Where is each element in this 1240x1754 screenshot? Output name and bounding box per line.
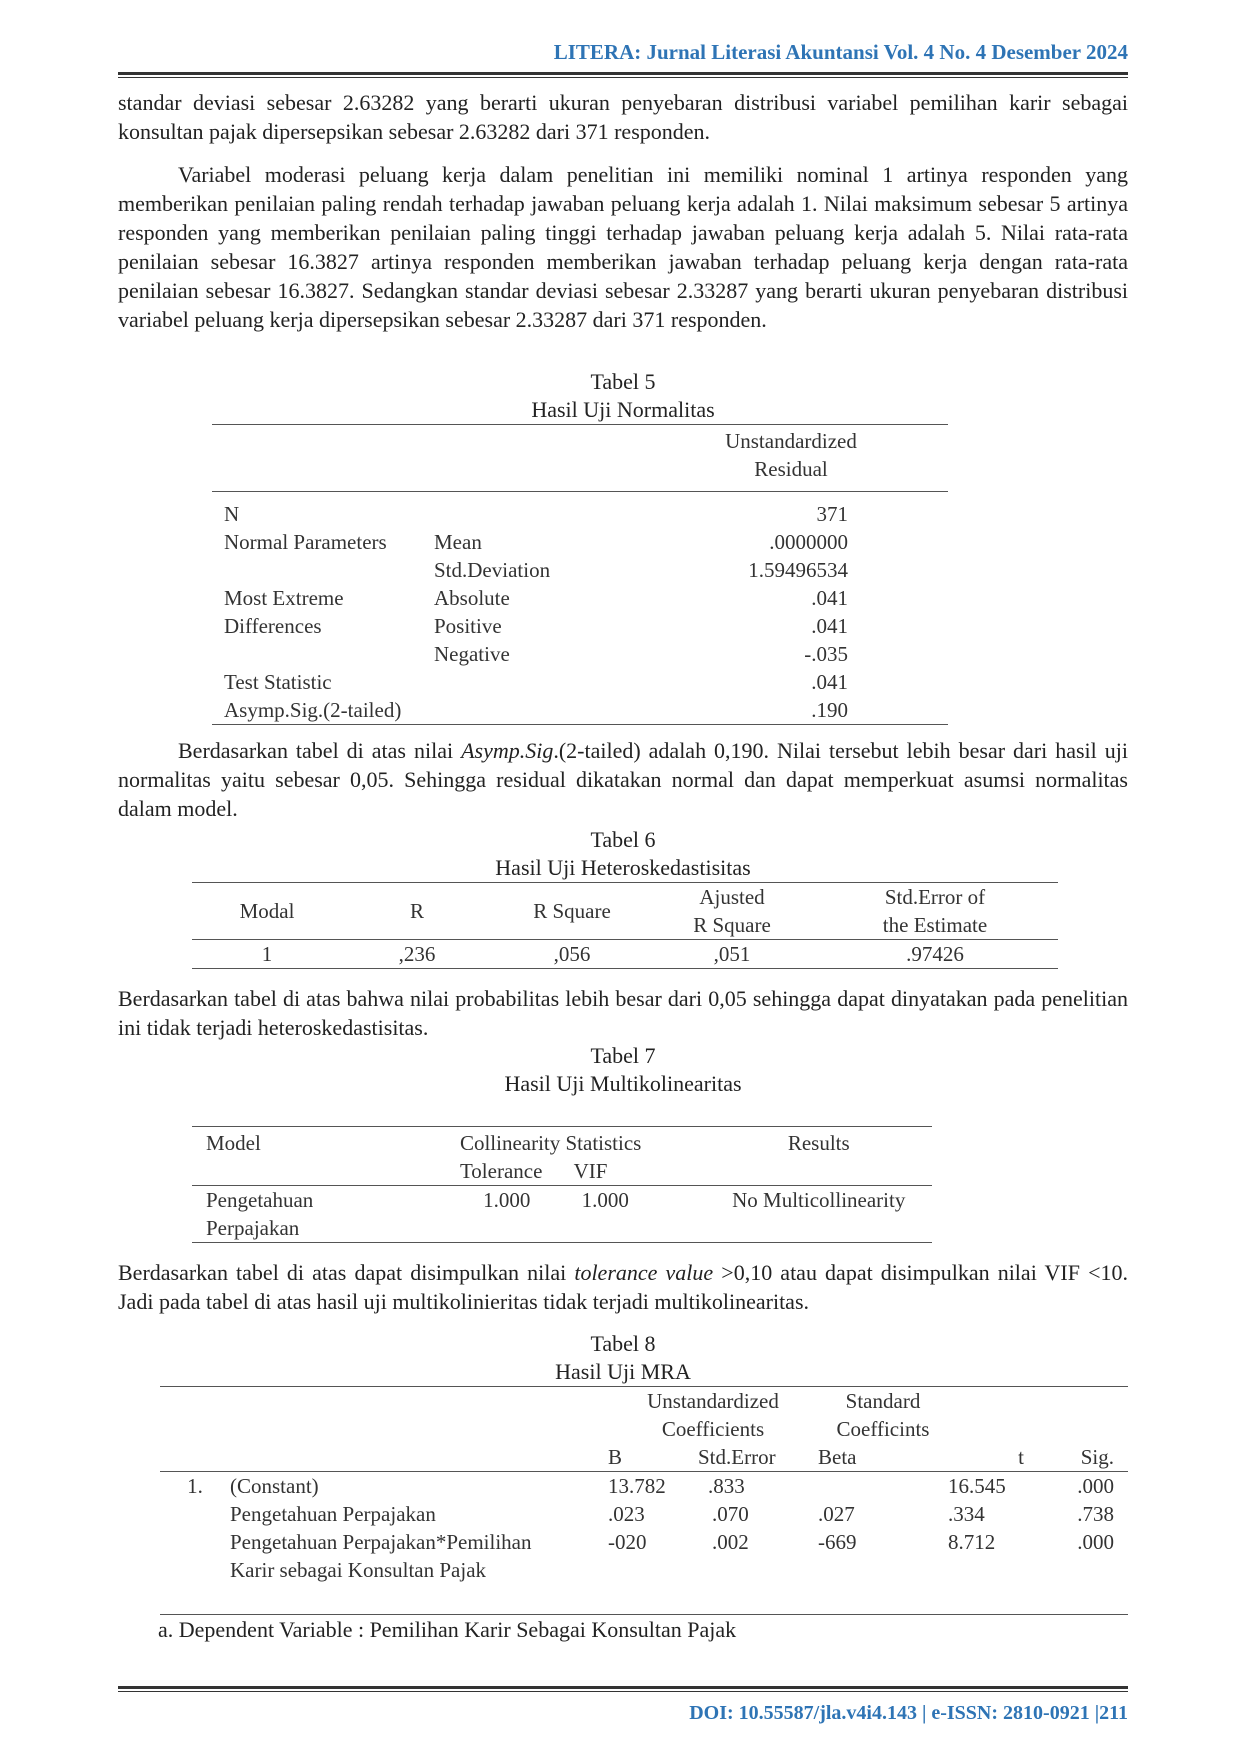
table8-row-sig: .000 — [1077, 1474, 1114, 1498]
table6-header-modal: Modal — [239, 899, 295, 923]
table8-row-sig: .738 — [1077, 1502, 1114, 1526]
table8-row-se: .833 — [708, 1474, 745, 1498]
table5-row-value: .041 — [811, 614, 848, 638]
table7-header-collinearity: Collinearity Statistics — [459, 1131, 642, 1155]
table8-row-se: .002 — [712, 1530, 749, 1554]
table5-row-value: .041 — [811, 586, 848, 610]
table5-row-label: Most Extreme — [224, 586, 344, 610]
table8-footnote: a. Dependent Variable : Pemilihan Karir Sebagai Konsultan Pajak — [158, 1617, 737, 1642]
paragraph-2: Variabel moderasi peluang kerja dalam penelitian ini memiliki nominal 1 artinya responden yang memberikan penilaian paling rendah terhadap jawaban peluang kerja adalah 1. Nilai maksimum sebesar 5 artinya responden yang memberikan penilaian paling tinggi terhadap jawaban peluang kerja adalah 5. Nilai rata-rata penilaian sebesar 16.3827 artinya responden memberikan jawaban terhadap peluang kerja dengan rata-rata penilaian sebesar 16.3827. Sedangkan standar deviasi sebesar 2.33287 yang berarti ukuran penyebaran distribusi variabel peluang kerja dipersepsikan sebesar 2.33287 dari 371 responden. — [118, 162, 1128, 332]
table8-header-unstandardized: Unstandardized — [647, 1389, 779, 1413]
table6-header-stderror-2: the Estimate — [882, 913, 988, 937]
table8-row-t: 8.712 — [948, 1530, 996, 1554]
table6-cell-stderror: .97426 — [906, 942, 964, 966]
header-rule — [118, 72, 1128, 75]
table8-row-sig: .000 — [1077, 1530, 1114, 1554]
table5-row-sub: Absolute — [434, 586, 510, 610]
table8-row-no — [160, 1500, 230, 1528]
table5-label: Tabel 5 — [590, 369, 656, 394]
table8-row-b: 13.782 — [608, 1474, 666, 1498]
table5-row-sub — [434, 668, 634, 696]
table8-row-sig — [1048, 1556, 1128, 1584]
table6-header-rsquare: R Square — [533, 899, 611, 923]
paragraph-3: Berdasarkan tabel di atas nilai Asymp.Sig.(2-tailed) adalah 0,190. Nilai tersebut lebih besar dari hasil uji normalitas yaitu sebesar 0,05. Sehingga residual dikatakan normal dan dapat memperkuat asumsi normalitas dalam model. — [118, 738, 1128, 821]
table7-header-tolerance: Tolerance — [459, 1159, 543, 1183]
table6-cell-r: ,236 — [398, 942, 436, 966]
table5-header2: Residual — [754, 457, 828, 481]
table5-row-label: Asymp.Sig.(2-tailed) — [224, 698, 402, 722]
table5-row-sub — [434, 696, 634, 725]
table7-cell-tolerance: 1.000 — [483, 1188, 531, 1212]
table8-row-beta — [818, 1556, 948, 1584]
table6-cell-adjusted: ,051 — [713, 942, 751, 966]
table6-header-adjusted: Ajusted — [699, 885, 765, 909]
table5-row-value: -.035 — [804, 642, 848, 666]
table6-cell-rsquare: ,056 — [553, 942, 591, 966]
table8-row-b: .023 — [608, 1502, 645, 1526]
table8-row-se — [698, 1556, 818, 1584]
table8-row-name: Pengetahuan Perpajakan*Pemilihan — [230, 1530, 532, 1554]
footer-rule-thin — [118, 1691, 1128, 1692]
table7-cell-model-2: Perpajakan — [206, 1216, 300, 1240]
table7-header-results: Results — [787, 1131, 850, 1155]
table8-row-t: 16.545 — [948, 1474, 1006, 1498]
paragraph-5: Berdasarkan tabel di atas dapat disimpulkan nilai tolerance value >0,10 atau dapat disimpulkan nilai VIF <10. Jadi pada tabel di atas hasil uji multikolinieritas tidak terjadi multikolinearitas. — [118, 1260, 1128, 1314]
table5-row-value: 1.59496534 — [748, 558, 848, 582]
table7-header-vif: VIF — [573, 1159, 608, 1183]
table8-row-name: (Constant) — [230, 1474, 319, 1498]
table8-row-no — [160, 1528, 230, 1556]
table7-cell-vif: 1.000 — [581, 1188, 629, 1212]
table5-row-label — [212, 556, 434, 584]
paragraph-4: Berdasarkan tabel di atas bahwa nilai probabilitas lebih besar dari 0,05 sehingga dapat dinyatakan pada penelitian ini tidak terjadi heteroskedastisitas. — [118, 986, 1128, 1040]
table6-header-adjusted-2: R Square — [693, 913, 771, 937]
table8-header-coefficients: Coefficients — [661, 1417, 765, 1441]
paragraph-1: standar deviasi sebesar 2.63282 yang berarti ukuran penyebaran distribusi variabel pemilihan karir sebagai konsultan pajak dipersepsikan sebesar 2.63282 dari 371 responden. — [118, 90, 1128, 144]
table7-header-model: Model — [206, 1131, 261, 1155]
table8-row-beta: .027 — [818, 1502, 855, 1526]
journal-header: LITERA: Jurnal Literasi Akuntansi Vol. 4 No. 4 Desember 2024 — [553, 40, 1128, 64]
table6-label: Tabel 6 — [590, 827, 656, 852]
table5-row-value: .190 — [811, 698, 848, 722]
table8-row-name: Karir sebagai Konsultan Pajak — [230, 1558, 487, 1582]
table5-row-value: 371 — [816, 502, 848, 526]
table8-header-t: t — [1018, 1445, 1024, 1469]
table5-row-sub: Negative — [434, 642, 510, 666]
table6-header-r: R — [409, 899, 424, 923]
table5-header1: Unstandardized — [725, 429, 857, 453]
footer-rule — [118, 1686, 1128, 1689]
table8-row-no — [160, 1556, 230, 1584]
table5-row-label: Differences — [224, 614, 322, 638]
table6-heteroskedasticity — [192, 882, 1058, 969]
table5-row-sub — [434, 492, 634, 529]
table5-row-sub: Mean — [434, 530, 482, 554]
table5-row-value: .041 — [811, 670, 848, 694]
table8-header-stderror: Std.Error — [698, 1445, 776, 1469]
table6-header-stderror: Std.Error of — [884, 885, 986, 909]
table7-multicollinearity — [192, 1126, 932, 1243]
table8-row-no: 1. — [187, 1474, 203, 1498]
table8-row-se: .070 — [712, 1502, 749, 1526]
table8-label: Tabel 8 — [590, 1331, 656, 1356]
table8-row-beta — [818, 1472, 948, 1501]
table8-row-b: -020 — [608, 1530, 647, 1554]
table5-title: Hasil Uji Normalitas — [531, 397, 715, 422]
table6-title: Hasil Uji Heteroskedastisitas — [495, 855, 751, 880]
table6-cell-modal: 1 — [261, 942, 273, 966]
table8-title: Hasil Uji MRA — [555, 1359, 691, 1384]
table8-header-b: B — [608, 1445, 623, 1469]
table8-header-beta: Beta — [818, 1445, 857, 1469]
header-rule-thin — [118, 77, 1128, 78]
footer-doi: DOI: 10.55587/jla.v4i4.143 | e-ISSN: 2810-0921 |211 — [689, 1702, 1128, 1724]
table5-row-value: .0000000 — [769, 530, 848, 554]
table5-row-sub: Positive — [434, 614, 502, 638]
table8-row-name: Pengetahuan Perpajakan — [230, 1502, 436, 1526]
table5-row-sub: Std.Deviation — [434, 558, 551, 582]
table8-header-coefficients-std: Coefficints — [836, 1417, 930, 1441]
table5-row-label: N — [224, 502, 240, 526]
table8-mra — [160, 1386, 1128, 1615]
table8-header-standard: Standard — [845, 1389, 921, 1413]
table5-row-label: Normal Parameters — [224, 530, 387, 554]
table8-row-beta: -669 — [818, 1530, 857, 1554]
table8-row-t: .334 — [948, 1502, 985, 1526]
table5-normality — [212, 424, 948, 725]
table7-title: Hasil Uji Multikolinearitas — [504, 1071, 742, 1096]
table8-row-b — [608, 1556, 698, 1584]
table8-row-t — [948, 1556, 1048, 1584]
table7-cell-results: No Multicollinearity — [732, 1188, 906, 1212]
table7-label: Tabel 7 — [590, 1043, 656, 1068]
table5-row-label — [212, 640, 434, 668]
table7-cell-model: Pengetahuan — [206, 1188, 314, 1212]
table5-row-label: Test Statistic — [224, 670, 332, 694]
table8-header-sig: Sig. — [1080, 1445, 1114, 1469]
